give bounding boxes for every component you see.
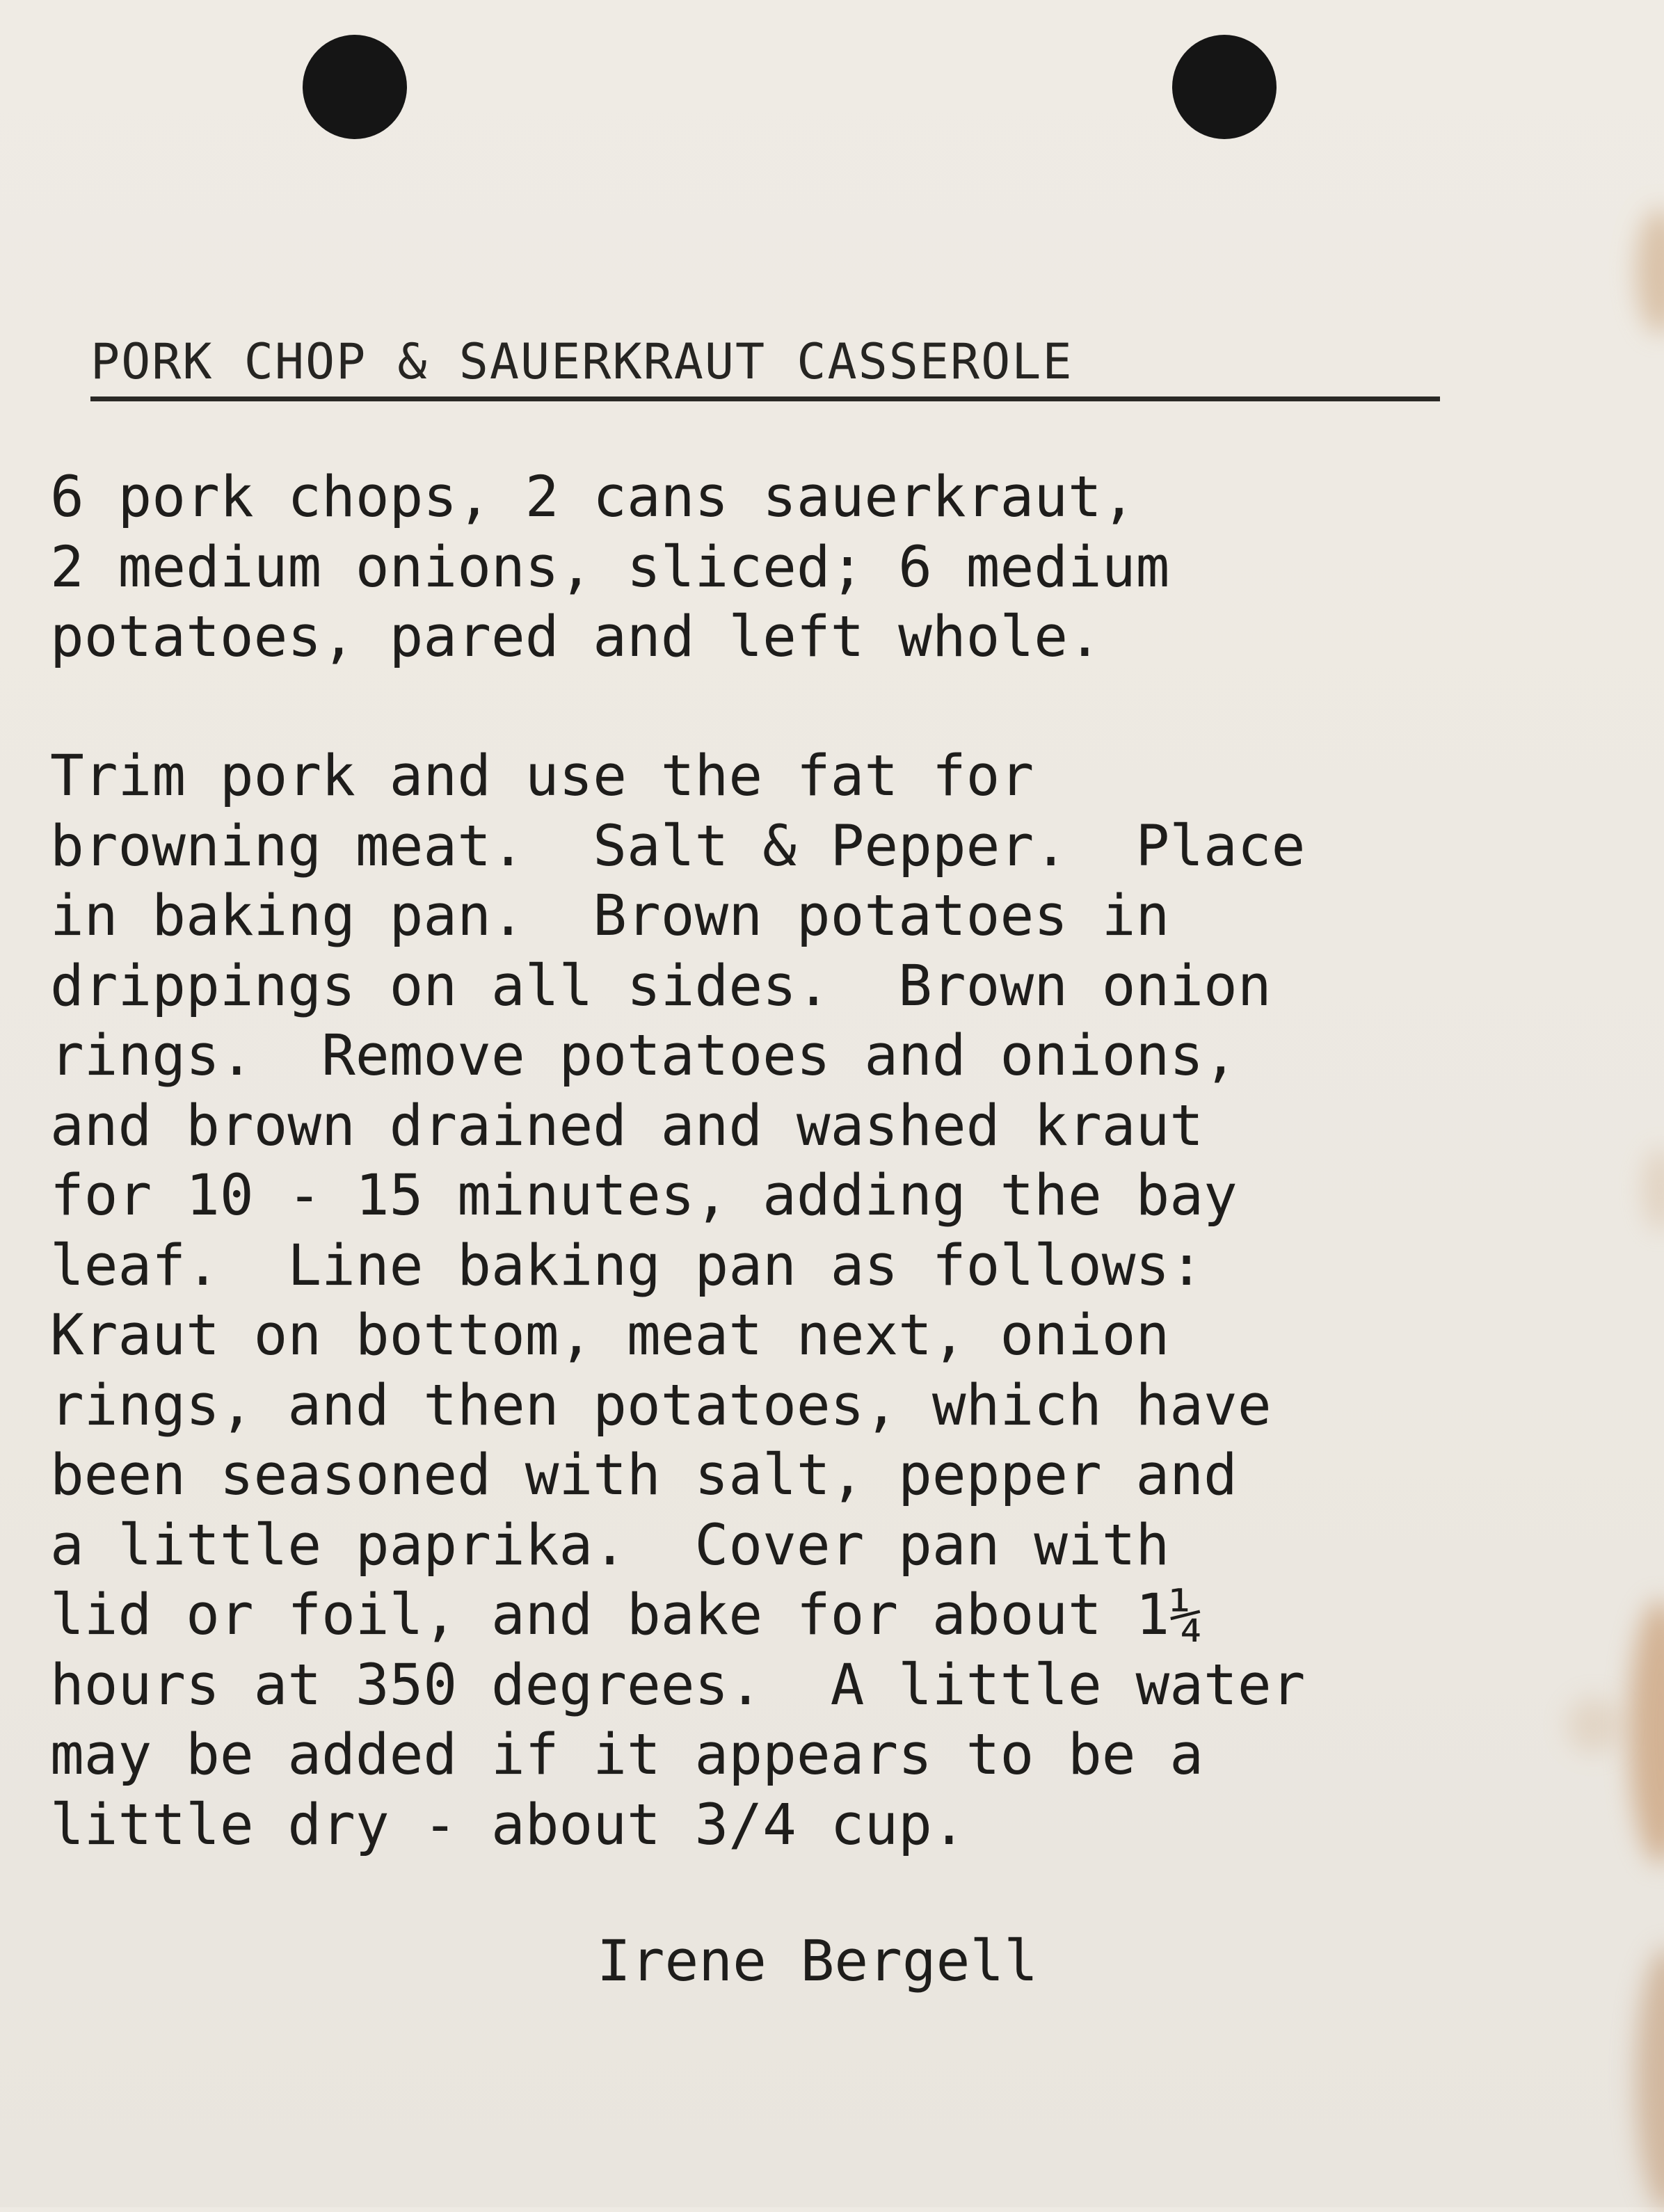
ingredients-line: 6 pork chops, 2 cans sauerkraut, [50,465,1136,530]
stain-mark [1636,1948,1664,2212]
title-underline [90,396,1440,401]
directions-line: Trim pork and use the fat for [50,744,1034,809]
ingredients-line: 2 medium onions, sliced; 6 medium [50,534,1170,600]
directions-line: in baking pan. Brown potatoes in [50,883,1170,949]
directions-line: lid or foil, and bake for about 1¼ [50,1582,1204,1648]
author-signature: Irene Bergell [597,1929,1038,1994]
directions-line: rings, and then potatoes, which have [50,1372,1272,1438]
stain-mark [1643,1148,1664,1231]
directions-line: may be added if it appears to be a [50,1722,1204,1788]
stain-mark [1636,209,1664,334]
directions-line: leaf. Line baking pan as follows: [50,1233,1204,1299]
directions-line: for 10 - 15 minutes, adding the bay [50,1163,1238,1228]
punch-hole-right [1172,35,1277,139]
directions-line: been seasoned with salt, pepper and [50,1443,1238,1508]
directions-line: hours at 350 degrees. A little water [50,1652,1306,1718]
directions-line: rings. Remove potatoes and onions, [50,1023,1238,1089]
directions-paragraph [50,742,1636,1860]
directions-line: Kraut on bottom, meat next, onion [50,1303,1170,1368]
directions-line: browning meat. Salt & Pepper. Place [50,813,1306,879]
directions-line: a little paprika. Cover pan with [50,1512,1170,1578]
punch-hole-left [303,35,407,139]
directions-line: little dry - about 3/4 cup. [50,1792,966,1858]
ingredients-line: potatoes, pared and left whole. [50,604,1102,670]
ingredients-paragraph [50,463,1636,673]
directions-line: drippings on all sides. Brown onion [50,953,1272,1019]
directions-line: and brown drained and washed kraut [50,1093,1204,1159]
recipe-title: PORK CHOP & SAUERKRAUT CASSEROLE [90,333,1073,390]
